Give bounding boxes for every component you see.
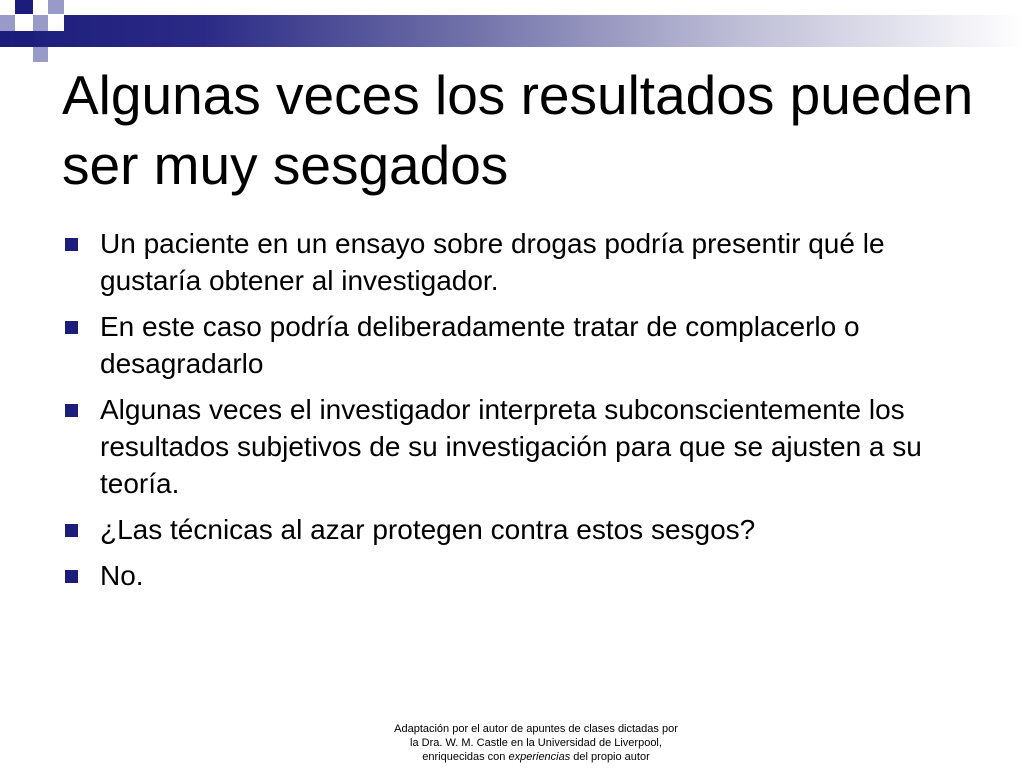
corner-square (48, 0, 64, 14)
bullet-item (62, 225, 967, 299)
square-bullet-icon (65, 238, 78, 251)
corner-square (33, 47, 48, 62)
footer-emphasis: experiencias (508, 751, 571, 763)
bullet-text: No. (100, 560, 144, 591)
corner-square (33, 15, 48, 31)
bullet-item (62, 511, 967, 548)
bullet-item (62, 391, 967, 502)
footer-text: del propio autor (570, 751, 650, 763)
bullet-text: Un paciente en un ensayo sobre drogas podría presentir qué le gustaría obtener al investigador. (100, 228, 885, 296)
footer-line (370, 750, 702, 764)
square-bullet-icon (65, 321, 78, 334)
bullet-item (62, 557, 967, 594)
bullet-item (62, 308, 967, 382)
corner-square (48, 15, 64, 31)
bullet-text: Algunas veces el investigador interpreta subconscientemente los resultados subjetivos de su investigación para que se ajusten a su teoría. (100, 394, 922, 499)
slide-title: Algunas veces los resultados pueden ser muy sesgados (62, 64, 974, 196)
bullet-list (62, 225, 967, 603)
header-gradient-bar (0, 15, 1024, 47)
square-bullet-icon (65, 524, 78, 537)
footer-line: la Dra. W. M. Castle en la Universidad de Liverpool, (410, 737, 662, 749)
slide-footer (370, 722, 702, 764)
bullet-text: En este caso podría deliberadamente tratar de complacerlo o desagradarlo (100, 311, 860, 379)
corner-square (15, 31, 33, 47)
square-bullet-icon (65, 404, 78, 417)
footer-text: enriquecidas con (422, 751, 509, 763)
square-bullet-icon (65, 570, 78, 583)
corner-square (15, 15, 33, 31)
corner-square (0, 15, 15, 31)
corner-square (15, 0, 33, 14)
bullet-text: ¿Las técnicas al azar protegen contra estos sesgos? (100, 514, 756, 545)
footer-line: Adaptación por el autor de apuntes de clases dictadas por (394, 723, 678, 735)
